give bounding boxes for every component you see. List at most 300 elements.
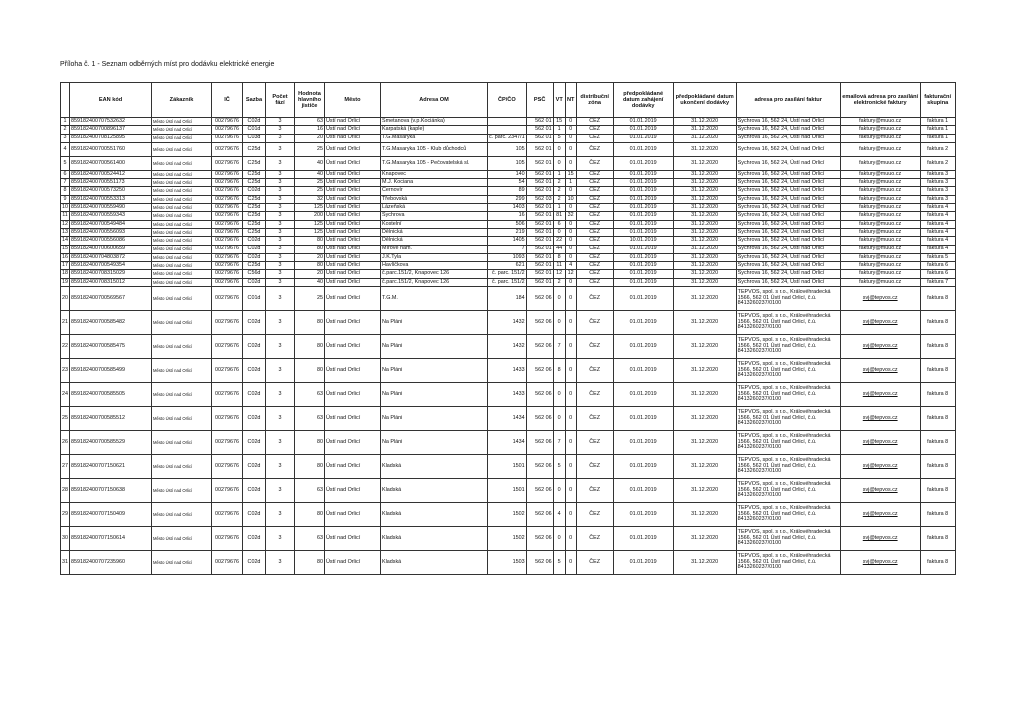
cell-faz: 3 [266, 455, 295, 479]
cell-jis: 80 [295, 455, 325, 479]
cell-faz: 3 [266, 278, 295, 286]
cell-fs: faktura 3 [920, 187, 955, 195]
cell-psc: 562 01 [526, 142, 553, 156]
cell-fa: Sychrova 16, 562 24, Ústí nad Orlicí [736, 156, 840, 170]
cell-cp: 1405 [488, 237, 527, 245]
cell-ean: 859182400700585512 [70, 407, 152, 431]
cell-faz: 3 [266, 527, 295, 551]
cell-fa: Sychrova 16, 562 24, Ústí nad Orlicí [736, 237, 840, 245]
cell-fs: faktura 6 [920, 270, 955, 278]
cell-ean: 859182400700524412 [70, 170, 152, 178]
cell-em: faktury@muuo.cz [840, 278, 920, 286]
cell-mes: Ústí nad Orlicí [325, 503, 381, 527]
cell-dz: ČEZ [576, 220, 613, 228]
cell-nt: 4 [565, 262, 576, 270]
cell-dz: ČEZ [576, 262, 613, 270]
cell-zak: Město Ústí nad Orlicí [152, 287, 212, 311]
cell-nt: 0 [565, 407, 576, 431]
cell-fs: faktura 7 [920, 278, 955, 286]
cell-saz: C25d [243, 212, 266, 220]
cell-ic: 00279676 [212, 156, 243, 170]
cell-ean: 859182400700553313 [70, 195, 152, 203]
cell-n: 20 [61, 287, 70, 311]
cell-saz: C25d [243, 204, 266, 212]
cell-n: 10 [62, 203, 68, 210]
cell-n: 21 [61, 311, 70, 335]
cell-vt: 0 [553, 407, 565, 431]
cell-psc: 562 01 [526, 278, 553, 286]
cell-fa: Sychrova 16, 562 24, Ústí nad Orlicí [736, 179, 840, 187]
column-header-zak: Zákazník [152, 83, 212, 118]
cell-ic: 00279676 [212, 335, 243, 359]
cell-mes: Ústí nad Orlicí [325, 134, 381, 142]
cell-zak: Město Ústí nad Orlicí [152, 126, 212, 134]
cell-faz: 3 [266, 212, 295, 220]
cell-fs: faktura 1 [920, 118, 955, 126]
cell-ean: 859182400708315029 [70, 270, 152, 278]
cell-duk: 31.12.2020 [673, 359, 736, 383]
cell-n: 19 [62, 278, 68, 285]
cell-fa: TEPVOS, spol. s r.o., Královéhradecká 1566, 562 01 Ústí nad Orlicí, č.ú. 8413260237/0100 [736, 359, 840, 383]
cell-faz: 3 [266, 383, 295, 407]
cell-dzah: 01.01.2019 [613, 262, 673, 270]
cell-zak: Město Ústí nad Orlicí [152, 204, 212, 212]
cell-dz: ČEZ [576, 479, 613, 503]
cell-n: 2 [61, 126, 70, 134]
cell-duk: 31.12.2020 [673, 431, 736, 455]
cell-cp: 7 [488, 245, 527, 253]
cell-ic: 00279676 [212, 126, 243, 134]
cell-duk: 31.12.2020 [673, 479, 736, 503]
cell-adr: T.G.Masaryka 105 - Klub důchodců [381, 142, 488, 156]
cell-faz: 3 [266, 253, 295, 261]
cell-dz: ČEZ [576, 179, 613, 187]
cell-adr: T.G.M. [381, 287, 488, 311]
cell-dzah: 01.01.2019 [613, 311, 673, 335]
cell-adr: Kladská [381, 527, 488, 551]
cell-ic: 00279676 [212, 204, 243, 212]
cell-em: faktury@muuo.cz [840, 195, 920, 203]
cell-jis: 80 [295, 245, 325, 253]
cell-fa: Sychrova 16, 562 24, Ústí nad Orlicí [736, 262, 840, 270]
cell-ean: 859182400700559490 [70, 204, 152, 212]
cell-adr: Kostelní [381, 220, 488, 228]
cell-ic: 00279676 [212, 479, 243, 503]
cell-vt: 8 [553, 359, 565, 383]
cell-cp: 1501 [488, 479, 527, 503]
cell-jis: 80 [295, 551, 325, 575]
cell-ic: 00279676 [212, 431, 243, 455]
cell-zak: Město Ústí nad Orlicí [152, 278, 212, 286]
cell-nt: 1 [565, 179, 576, 187]
cell-vt: 81 [553, 212, 565, 220]
table-row [61, 204, 956, 212]
cell-adr: Černovír [381, 187, 488, 195]
cell-vt: 0 [553, 383, 565, 407]
cell-dz: ČEZ [576, 407, 613, 431]
cell-duk: 31.12.2020 [673, 551, 736, 575]
cell-n: 28 [61, 479, 70, 503]
cell-dz: ČEZ [576, 237, 613, 245]
cell-vt: 7 [553, 335, 565, 359]
cell-vt: 2 [553, 179, 565, 187]
cell-em: faktury@muuo.cz [840, 187, 920, 195]
cell-saz: C56d [243, 270, 266, 278]
cell-adr: Kladská [381, 455, 488, 479]
column-header-cp: ČP/ČO [488, 83, 527, 118]
cell-dz: ČEZ [576, 195, 613, 203]
cell-dzah: 01.01.2019 [613, 270, 673, 278]
cell-psc: 562 01 [526, 262, 553, 270]
cell-em: svj@tepvos.cz [840, 551, 920, 575]
cell-duk: 31.12.2020 [673, 245, 736, 253]
cell-ean: 859182400707150409 [70, 503, 152, 527]
cell-cp: 105 [488, 142, 527, 156]
cell-mes: Ústí nad Orlicí [325, 287, 381, 311]
cell-nt: 0 [565, 228, 576, 236]
cell-cp: 506 [488, 220, 527, 228]
cell-dz: ČEZ [576, 503, 613, 527]
cell-nt: 0 [565, 204, 576, 212]
cell-nt: 0 [565, 431, 576, 455]
cell-dz: ČEZ [576, 551, 613, 575]
column-header-saz: Sazba [243, 83, 266, 118]
table-row [61, 142, 956, 156]
cell-faz: 3 [266, 431, 295, 455]
cell-nt: 0 [565, 118, 576, 126]
cell-jis: 63 [295, 407, 325, 431]
cell-mes: Ústí nad Orlicí [325, 253, 381, 261]
cell-ic: 00279676 [212, 237, 243, 245]
cell-dz: ČEZ [576, 204, 613, 212]
cell-n: 11 [62, 212, 68, 219]
cell-dzah: 01.01.2019 [613, 383, 673, 407]
cell-fs: faktura 8 [920, 335, 955, 359]
cell-faz: 3 [266, 270, 295, 278]
column-header-mes: Město [325, 83, 381, 118]
column-header-fs: fakturační skupina [920, 83, 955, 118]
cell-fs: faktura 8 [920, 551, 955, 575]
cell-dzah: 01.01.2019 [613, 179, 673, 187]
cell-faz: 3 [266, 228, 295, 236]
cell-zak: Město Ústí nad Orlicí [152, 262, 212, 270]
cell-fa: TEPVOS, spol. s r.o., Královéhradecká 1566, 562 01 Ústí nad Orlicí, č.ú. 8413260237/0100 [736, 455, 840, 479]
cell-em: faktury@muuo.cz [840, 134, 920, 142]
cell-psc: 562 01 [526, 220, 553, 228]
cell-mes: Ústí nad Orlicí [325, 270, 381, 278]
cell-ean: 859182400700559343 [70, 212, 152, 220]
cell-ean: 859182400700549354 [70, 262, 152, 270]
table-row [61, 170, 956, 178]
cell-zak: Město Ústí nad Orlicí [152, 118, 212, 126]
cell-ean: 859182400704803872 [70, 253, 152, 261]
table-row [61, 431, 956, 455]
cell-dzah: 10.01.2019 [613, 237, 673, 245]
cell-cp: 1433 [488, 359, 527, 383]
cell-fa: Sychrova 16, 562 24, Ústí nad Orlicí [736, 118, 840, 126]
cell-dzah: 01.01.2019 [613, 134, 673, 142]
cell-mes: Ústí nad Orlicí [325, 245, 381, 253]
cell-saz: C02d [243, 245, 266, 253]
cell-dzah: 01.01.2019 [613, 407, 673, 431]
cell-ean: 859182400700600659 [70, 245, 152, 253]
table-row [61, 407, 956, 431]
table-row [61, 126, 956, 134]
cell-ean: 859182400707532632 [70, 118, 152, 126]
cell-n: 7 [61, 179, 70, 187]
cell-adr: Havlíčkova [381, 262, 488, 270]
cell-ic: 00279676 [212, 245, 243, 253]
cell-saz: C02d [243, 359, 266, 383]
cell-vt: 5 [553, 134, 565, 142]
cell-psc: 562 01 [526, 187, 553, 195]
cell-mes: Ústí nad Orlicí [325, 383, 381, 407]
column-header-ean: EAN kód [70, 83, 152, 118]
cell-ic: 00279676 [212, 383, 243, 407]
cell-fs: faktura 2 [920, 156, 955, 170]
cell-fs: faktura 2 [920, 142, 955, 156]
cell-dz: ČEZ [576, 335, 613, 359]
cell-n: 4 [61, 142, 70, 156]
cell-psc: 562 06 [526, 431, 553, 455]
cell-psc: 562 06 [526, 407, 553, 431]
cell-dzah: 01.01.2019 [613, 187, 673, 195]
cell-nt: 0 [565, 142, 576, 156]
cell-cp: 1502 [488, 503, 527, 527]
column-header-vt: VT [553, 83, 565, 118]
cell-jis: 80 [295, 503, 325, 527]
cell-faz: 3 [266, 262, 295, 270]
cell-dzah: 01.01.2019 [613, 503, 673, 527]
cell-jis: 125 [295, 220, 325, 228]
cell-mes: Ústí nad Orlicí [325, 278, 381, 286]
cell-dz: ČEZ [576, 126, 613, 134]
cell-ic: 00279676 [212, 195, 243, 203]
cell-saz: C02d [243, 455, 266, 479]
column-header-dz: distribuční zóna [576, 83, 613, 118]
cell-ic: 00279676 [212, 287, 243, 311]
cell-dzah: 01.01.2019 [613, 431, 673, 455]
cell-n: 30 [61, 527, 70, 551]
cell-fs: faktura 4 [920, 228, 955, 236]
cell-vt: 22 [553, 237, 565, 245]
cell-vt: 0 [553, 527, 565, 551]
cell-saz: C02d [243, 253, 266, 261]
cell-ic: 00279676 [212, 407, 243, 431]
cell-fa: TEPVOS, spol. s r.o., Královéhradecká 1566, 562 01 Ústí nad Orlicí, č.ú. 8413260237/0100 [736, 407, 840, 431]
cell-fa: TEPVOS, spol. s r.o., Královéhradecká 1566, 562 01 Ústí nad Orlicí, č.ú. 8413260237/0100 [736, 551, 840, 575]
cell-ean: 859182400700556086 [70, 237, 152, 245]
cell-nt: 0 [565, 134, 576, 142]
cell-saz: C25d [243, 220, 266, 228]
cell-mes: Ústí nad Orlicí [325, 228, 381, 236]
cell-fs: faktura 3 [920, 179, 955, 187]
cell-ean: 859182400707150614 [70, 527, 152, 551]
cell-ic: 00279676 [212, 220, 243, 228]
cell-dzah: 01.01.2019 [613, 142, 673, 156]
cell-saz: C02d [243, 237, 266, 245]
cell-mes: Ústí nad Orlicí [325, 237, 381, 245]
cell-jis: 80 [295, 311, 325, 335]
table-row [61, 220, 956, 228]
cell-zak: Město Ústí nad Orlicí [152, 407, 212, 431]
cell-em: faktury@muuo.cz [840, 118, 920, 126]
cell-mes: Ústí nad Orlicí [325, 479, 381, 503]
cell-nt: 0 [565, 551, 576, 575]
cell-jis: 40 [295, 170, 325, 178]
cell-ic: 00279676 [212, 118, 243, 126]
cell-n: 1 [61, 118, 70, 126]
cell-ean: 859182400707150638 [70, 479, 152, 503]
cell-fs: faktura 8 [920, 287, 955, 311]
table-row [61, 479, 956, 503]
cell-psc: 562 01 [526, 156, 553, 170]
table-row [61, 134, 956, 142]
cell-fa: Sychrova 16, 562 24, Ústí nad Orlicí [736, 253, 840, 261]
cell-cp: 54 [488, 179, 527, 187]
cell-psc: 562 01 [526, 179, 553, 187]
cell-jis: 63 [295, 383, 325, 407]
cell-dz: ČEZ [576, 270, 613, 278]
cell-duk: 31.12.2020 [673, 262, 736, 270]
cell-em: svj@tepvos.cz [840, 311, 920, 335]
cell-vt: 1 [553, 126, 565, 134]
cell-nt: 0 [565, 187, 576, 195]
cell-psc: 562 01 [526, 228, 553, 236]
cell-n: 18 [62, 270, 68, 277]
cell-faz: 3 [266, 407, 295, 431]
cell-dz: ČEZ [576, 278, 613, 286]
cell-duk: 31.12.2020 [673, 383, 736, 407]
cell-n: 31 [61, 551, 70, 575]
cell-zak: Město Ústí nad Orlicí [152, 253, 212, 261]
cell-fa: TEPVOS, spol. s r.o., Královéhradecká 1566, 562 01 Ústí nad Orlicí, č.ú. 8413260237/0100 [736, 383, 840, 407]
cell-cp: 140 [488, 170, 527, 178]
cell-vt: 0 [553, 228, 565, 236]
cell-duk: 31.12.2020 [673, 118, 736, 126]
cell-fa: Sychrova 16, 562 24, Ústí nad Orlicí [736, 187, 840, 195]
cell-duk: 31.12.2020 [673, 187, 736, 195]
cell-adr: Na Pláni [381, 431, 488, 455]
table-row [61, 228, 956, 236]
cell-dzah: 01.01.2019 [613, 455, 673, 479]
cell-n: 23 [61, 359, 70, 383]
cell-saz: C02d [243, 311, 266, 335]
cell-adr: J.K.Tyla [381, 253, 488, 261]
cell-ic: 00279676 [212, 527, 243, 551]
cell-fs: faktura 4 [920, 204, 955, 212]
cell-mes: Ústí nad Orlicí [325, 212, 381, 220]
cell-nt: 0 [565, 527, 576, 551]
cell-n: 12 [62, 220, 68, 227]
cell-cp: 1093 [488, 253, 527, 261]
cell-zak: Město Ústí nad Orlicí [152, 311, 212, 335]
cell-jis: 80 [295, 237, 325, 245]
cell-fs: faktura 4 [920, 212, 955, 220]
cell-adr: č.parc.151/2, Knapovec 126 [381, 278, 488, 286]
cell-fa: TEPVOS, spol. s r.o., Královéhradecká 1566, 562 01 Ústí nad Orlicí, č.ú. 8413260237/0100 [736, 311, 840, 335]
cell-dzah: 01.01.2019 [613, 195, 673, 203]
cell-mes: Ústí nad Orlicí [325, 407, 381, 431]
cell-cp: 621 [488, 262, 527, 270]
cell-vt: 5 [553, 551, 565, 575]
cell-ic: 00279676 [212, 142, 243, 156]
cell-mes: Ústí nad Orlicí [325, 170, 381, 178]
column-header-dzah: předpokládané datum zahájení dodávky [613, 83, 673, 118]
cell-adr: Sychrova [381, 212, 488, 220]
cell-saz: C25d [243, 156, 266, 170]
cell-cp [488, 126, 527, 134]
column-header-fa: adresa pro zasílání faktur [736, 83, 840, 118]
cell-duk: 31.12.2020 [673, 228, 736, 236]
cell-em: faktury@muuo.cz [840, 245, 920, 253]
cell-zak: Město Ústí nad Orlicí [152, 335, 212, 359]
cell-faz: 3 [266, 551, 295, 575]
cell-nt: 0 [565, 253, 576, 261]
cell-adr: Kladská [381, 479, 488, 503]
cell-nt: 0 [565, 287, 576, 311]
cell-saz: C02d [243, 335, 266, 359]
cell-faz: 3 [266, 220, 295, 228]
cell-vt: 15 [553, 118, 565, 126]
cell-zak: Město Ústí nad Orlicí [152, 170, 212, 178]
cell-vt: 1 [553, 204, 565, 212]
cell-mes: Ústí nad Orlicí [325, 195, 381, 203]
cell-zak: Město Ústí nad Orlicí [152, 237, 212, 245]
cell-ean: 859182400700573250 [70, 187, 152, 195]
cell-adr: č.parc.151/2, Knapovec 126 [381, 270, 488, 278]
cell-cp: 1501 [488, 455, 527, 479]
cell-duk: 31.12.2020 [673, 220, 736, 228]
cell-zak: Město Ústí nad Orlicí [152, 527, 212, 551]
cell-dzah: 01.01.2019 [613, 156, 673, 170]
cell-psc: 562 01 [526, 134, 553, 142]
cell-fs: faktura 1 [920, 134, 955, 142]
cell-zak: Město Ústí nad Orlicí [152, 270, 212, 278]
cell-saz: C02d [243, 407, 266, 431]
cell-jis: 25 [295, 287, 325, 311]
cell-nt: 0 [565, 245, 576, 253]
cell-zak: Město Ústí nad Orlicí [152, 134, 212, 142]
cell-faz: 3 [266, 179, 295, 187]
cell-fa: Sychrova 16, 562 24, Ústí nad Orlicí [736, 134, 840, 142]
cell-nt: 0 [565, 311, 576, 335]
cell-n: 3 [61, 134, 70, 142]
cell-dzah: 01.01.2019 [613, 228, 673, 236]
cell-n: 13 [62, 228, 68, 235]
cell-duk: 31.12.2020 [673, 503, 736, 527]
cell-adr: Na Pláni [381, 383, 488, 407]
cell-fs: faktura 8 [920, 479, 955, 503]
table-row [61, 156, 956, 170]
cell-dz: ČEZ [576, 311, 613, 335]
cell-faz: 3 [266, 311, 295, 335]
cell-adr: T.G.Masaryka 105 - Pečovatelská sl. [381, 156, 488, 170]
cell-n: 27 [61, 455, 70, 479]
cell-n: 26 [61, 431, 70, 455]
cell-em: faktury@muuo.cz [840, 212, 920, 220]
cell-saz: C02d [243, 383, 266, 407]
cell-em: svj@tepvos.cz [840, 287, 920, 311]
table-row [61, 278, 956, 286]
cell-zak: Město Ústí nad Orlicí [152, 245, 212, 253]
cell-nt: 0 [565, 126, 576, 134]
cell-psc: 562 03 [526, 195, 553, 203]
cell-ean: 859182400700551760 [70, 142, 152, 156]
column-header-psc: PSČ [526, 83, 553, 118]
cell-ic: 00279676 [212, 187, 243, 195]
cell-fs: faktura 6 [920, 262, 955, 270]
